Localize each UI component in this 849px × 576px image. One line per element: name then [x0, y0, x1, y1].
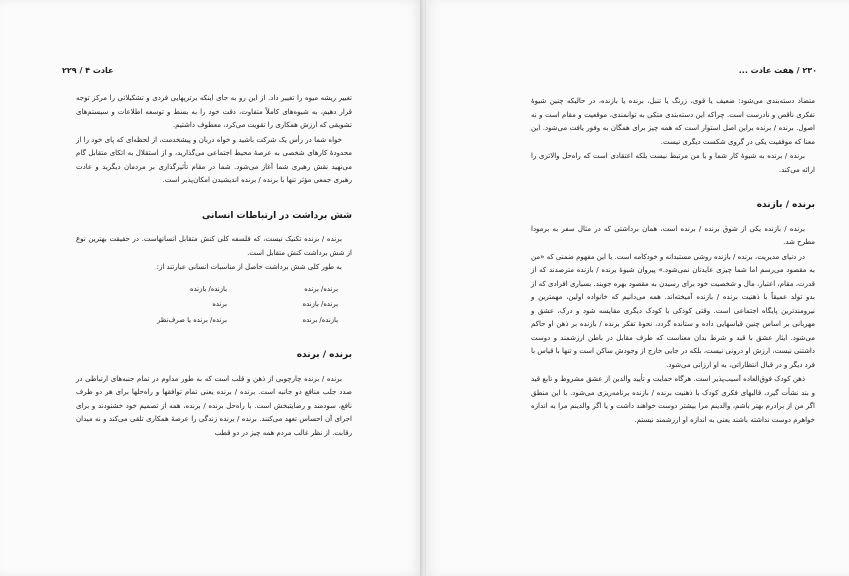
- paradigm-item: برنده/ برنده: [304, 284, 338, 293]
- page-body: [531, 95, 815, 428]
- paragraph: برنده / بازنده یکی از شوق برنده / برنده است، همان برداشتی که در مثال سفر به برمودا مطرح شد.: [531, 224, 815, 246]
- page-header: ۲۳۰ / هفت عادت ...: [738, 66, 817, 75]
- paragraph: تغییر ریشه میوه را تغییر داد. از این رو به جای اینکه برترپهایی فردی و تشکیلاتی را مرکز توجه قرار دهیم، به شیوه‌های کاملاً متفاوت، دقت خود را به بسط و توسعه اطلاعات و سیستم‌های تشویقی که ارزش همکاری را تقویت می‌کرد، معطوف داشتیم.: [76, 94, 352, 129]
- section-heading: شش برداشت در ارتباطات انسانی: [201, 210, 352, 221]
- page-body: [76, 92, 352, 441]
- paragraph: ذهن کودک فوق‌العاده آسیب‌پذیر است. هرگاه حمایت و تأیید والدین از عشق مشروط و تابع قید و بند نشأت گیرد، قالبهای فکری کودک با ذهنیت برنده / بازنده برنامه‌ریزی می‌شود. با این منطق اگر من از برادرم بهتر باشم، والدینم مرا بیشتر دوست خواهند داشت و یا اگر والدینم مرا به اندازه خواهرم دوست نداشته باشند یعنی به اندازه او ارزشمند نیستم.: [531, 375, 815, 424]
- page-header: عادت ۴ / ۲۲۹: [62, 66, 114, 75]
- paradigm-item: بازنده/ برنده: [302, 315, 338, 324]
- paragraph: متضاد دسته‌بندی می‌شود: ضعیف یا قوی، زرنگ یا تنبل، برنده یا بازنده، در حالیکه چنین شیوهٔ تفکری ناقص و نادرست است. چراکه این دسته‌بندی متکی به توانمندی، موقعیت و مقام است و نه اصول. برنده / برنده براین اصل استوار است که همه چیز برای همگان به وفور یافت می‌شود. این معنا که موفقیت یکی در گروی شکست دیگری نیست.: [531, 97, 815, 146]
- paradigm-item: برنده/ برنده یا صرف‌نظر: [157, 315, 227, 324]
- right-page: [426, 0, 849, 576]
- section-heading: برنده / برنده: [296, 350, 352, 360]
- paragraph: خواه شما در رأس یک شرکت باشید و خواه دربان و پیشخدمت، از لحظه‌ای که پای خود را از محدودهٔ کارهای شخصی به عرصهٔ محیط اجتماعی می‌گذارید، و از استقلال به اتکای متقابل گام می‌نهید نقش رهبری شما آغاز می‌شود. شما در مقام تأثیرگذاری بر مردمان دیگرید و عادت رهبری جمعی مؤثر تنها با برنده / برنده اندیشیدن امکان‌پذیر است.: [76, 135, 352, 184]
- paragraph: به طور کلی شش برداشت حاصل از مناسبات انسانی عبارتند از:: [156, 263, 342, 271]
- paragraph: برنده / برنده چارچوبی از ذهن و قلب است که به طور مداوم در تمام جنبه‌های ارتباطی در صدد جلب منافع دو جانبه است. برنده / برنده یعنی تمام توافقها و راه‌حلها برای هر دو طرف نافع، سودمند و رضایتبخش است. با راه‌حل برنده / برنده، همه از تصمیم خود خشنودند و برای اجرای آن احساس تعهد می‌کنند. برنده / برنده زندگی را عرصهٔ همکاری تلقی می‌کند و نه میدان رقابت. از نظر غالب مردم همه چیز در دو قطب: [76, 374, 352, 437]
- paradigm-item: برنده/ بازنده: [302, 300, 338, 308]
- paradigm-list: [116, 283, 338, 328]
- left-page: [0, 0, 422, 576]
- paradigm-item: برنده: [212, 300, 227, 308]
- paragraph: برنده / برنده به شیوهٔ کار شما و یا من مرتبط نیست بلکه اعتقادی است که راه‌حل والاتری را ارائه می‌کند.: [531, 152, 815, 174]
- paradigm-item: بازنده/ بازنده: [190, 284, 227, 293]
- section-heading: برنده / بازنده: [756, 200, 815, 210]
- paragraph: در دنیای مدیریت، برنده / بازنده روشی مستبدانه و خودکامه است. با این مفهوم ضمنی که «من به مقصود می‌رسم اما شما چیزی عایدتان نمی‌شود.» پیروان شیوهٔ برنده / بازنده مترصدند که از قدرت، مقام، اعتبار، مال و شخصیت خود برای رسیدن به مقصود بهره جویند. بسیاری افرادی که از بدو تولد عمیقاً با ذهنیت برنده / بازنده آمیخته‌اند. همه می‌دانیم که خانواده اولین، مهمترین و نیرومندترین پایگاه اجتماعی است. وقتی کودکی با کودک دیگری مقایسه شود و درک، عشق و مهربانی بر اساس چنین قیاسهایی داده و ستانده گردد، نحوهٔ تفکر برنده / بازنده بر ذهن او حاکم می‌شود. ایثار عشق با قید و شرط بدان معناست که طرف مقابل در باطن ارزشمند و دوست داشتنی نیست، ارزش او درونی نیست، بلکه در جایی خارج از وجودش ساکن است و تنها با قیاس با فرد دیگر و در قبال انتظاراتی، به او ارزانی می‌شود.: [531, 252, 815, 369]
- paragraph: برنده / برنده تکنیک نیست، که فلسفه کلی کنش متقابل انسانهاست. در حقیقت بهترین نوع از شش برداشت کنش متقابل است.: [76, 235, 352, 257]
